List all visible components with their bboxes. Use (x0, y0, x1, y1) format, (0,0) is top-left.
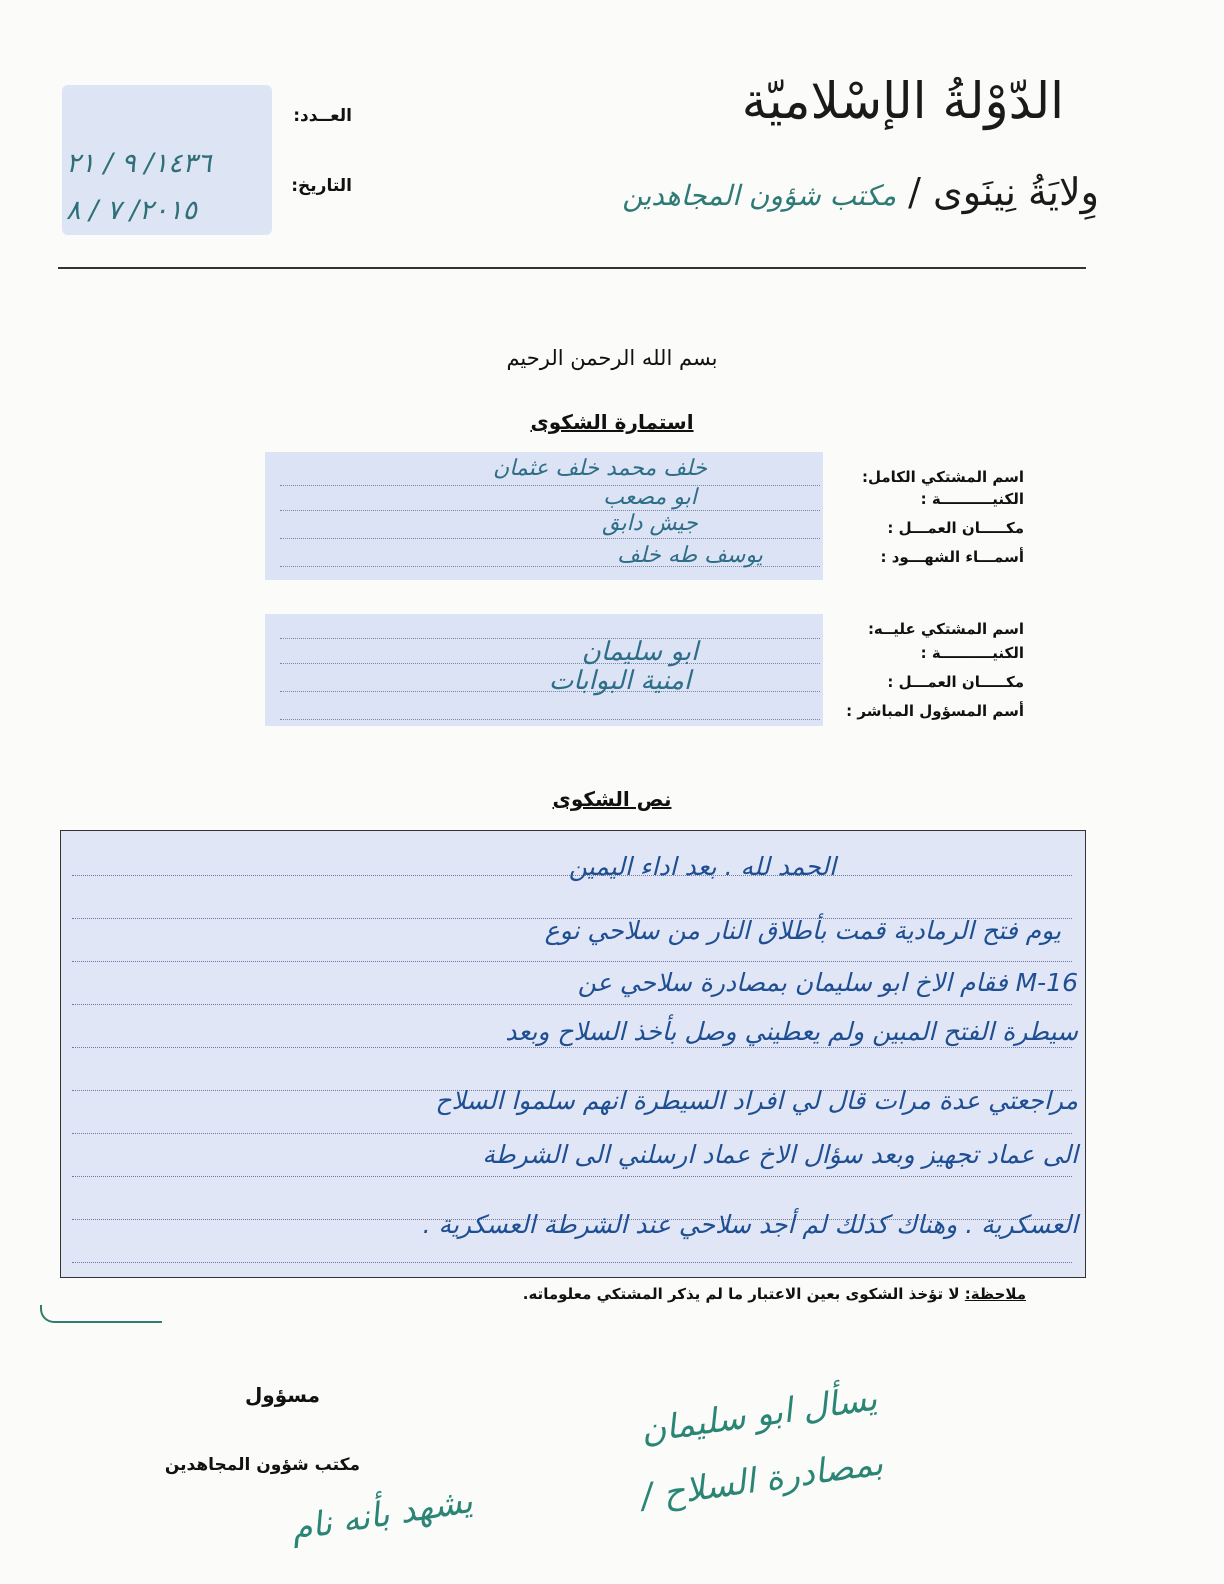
complainant-nickname-value: ابو مصعب (603, 485, 697, 510)
province-line (479, 170, 1099, 214)
respondent-supervisor-line (280, 719, 820, 720)
signature-office: مكتب شؤون المجاهدين (164, 1455, 360, 1475)
complainant-name-label: اسم المشتكي الكامل: (861, 468, 1024, 486)
complainant-nickname-label: الكنيــــــــــة : (920, 490, 1024, 508)
complaint-line-rule (72, 1133, 1072, 1134)
handwritten-note-line-2: بمصادرة السلاح / (638, 1443, 886, 1517)
complaint-text-line: يوم فتح الرمادية قمت بأطلاق النار من سلاحي نوع (544, 916, 1061, 945)
complainant-name-value: خلف محمد خلف عثمان (493, 456, 707, 481)
date-label: التاريخ: (291, 176, 352, 196)
complaint-line-rule (72, 1004, 1072, 1005)
complaint-line-rule (72, 1176, 1072, 1177)
state-title: الدّوْلةُ الإسْلاميّة (741, 72, 1064, 130)
header-divider (58, 267, 1086, 269)
complaint-text-line: M-16 فقام الاخ ابو سليمان بمصادرة سلاحي عن (577, 968, 1078, 997)
complainant-witnesses-value: يوسف طه خلف (617, 543, 763, 568)
handwritten-stroke (40, 1305, 162, 1323)
handwritten-note-line-1: يسأل ابو سليمان (638, 1378, 880, 1452)
complainant-workplace-line (280, 538, 820, 539)
complainant-workplace-label: مكـــــان العمـــل : (887, 519, 1024, 537)
note-label: ملاحظة: (964, 1285, 1026, 1303)
respondent-supervisor-label: أسم المسؤول المباشر : (846, 702, 1024, 720)
number-label: العــدد: (293, 106, 352, 126)
basmala: بسم الله الرحمن الرحيم (506, 346, 718, 370)
complaint-text-line: الحمد لله . بعد اداء اليمين (568, 852, 836, 881)
hijri-date: ١٤٣٦/ ٩ / ٢١ (66, 148, 212, 179)
note-text: لا تؤخذ الشكوى بعين الاعتبار ما لم يذكر المشتكي معلوماته. (522, 1285, 965, 1303)
office-handwritten: مكتب شؤون المجاهدين (622, 179, 897, 212)
respondent-name-label: اسم المشتكي عليــه: (867, 620, 1024, 638)
complaint-text-line: سيطرة الفتح المبين ولم يعطيني وصل بأخذ السلاح وبعد (505, 1017, 1078, 1046)
complaint-text-line: الى عماد تجهيز وبعد سؤال الاخ عماد ارسلني الى الشرطة (482, 1140, 1078, 1169)
complaint-line-rule (72, 1262, 1072, 1263)
complaint-line-rule (72, 1047, 1072, 1048)
respondent-workplace-label: مكـــــان العمـــل : (887, 673, 1024, 691)
respondent-nickname-value: ابو سليمان (581, 637, 699, 667)
complainant-workplace-value: جيش دابق (602, 511, 698, 536)
province-name: وِلايَةُ نِينَوى / (908, 170, 1099, 214)
respondent-nickname-label: الكنيــــــــــة : (920, 644, 1024, 662)
handwritten-note-line-3: يشهد بأنه نام (287, 1480, 476, 1550)
complaint-title: نص الشكوى (552, 787, 672, 811)
complaint-line-rule (72, 961, 1072, 962)
form-note (326, 1285, 1026, 1303)
complaint-text-line: مراجعتي عدة مرات قال لي افراد السيطرة انهم سلموا السلاح (435, 1086, 1078, 1115)
complaint-text-line: العسكرية . وهناك كذلك لم أجد سلاحي عند الشرطة العسكرية . (422, 1210, 1078, 1239)
form-title: استمارة الشكوى (530, 410, 694, 434)
respondent-workplace-value: امنية البوابات (548, 666, 692, 696)
complainant-witnesses-label: أسمـــاء الشهـــود : (880, 548, 1024, 566)
gregorian-date: ٢٠١٥/ ٧ / ٨ (66, 195, 197, 226)
signature-title: مسؤول (244, 1383, 320, 1407)
